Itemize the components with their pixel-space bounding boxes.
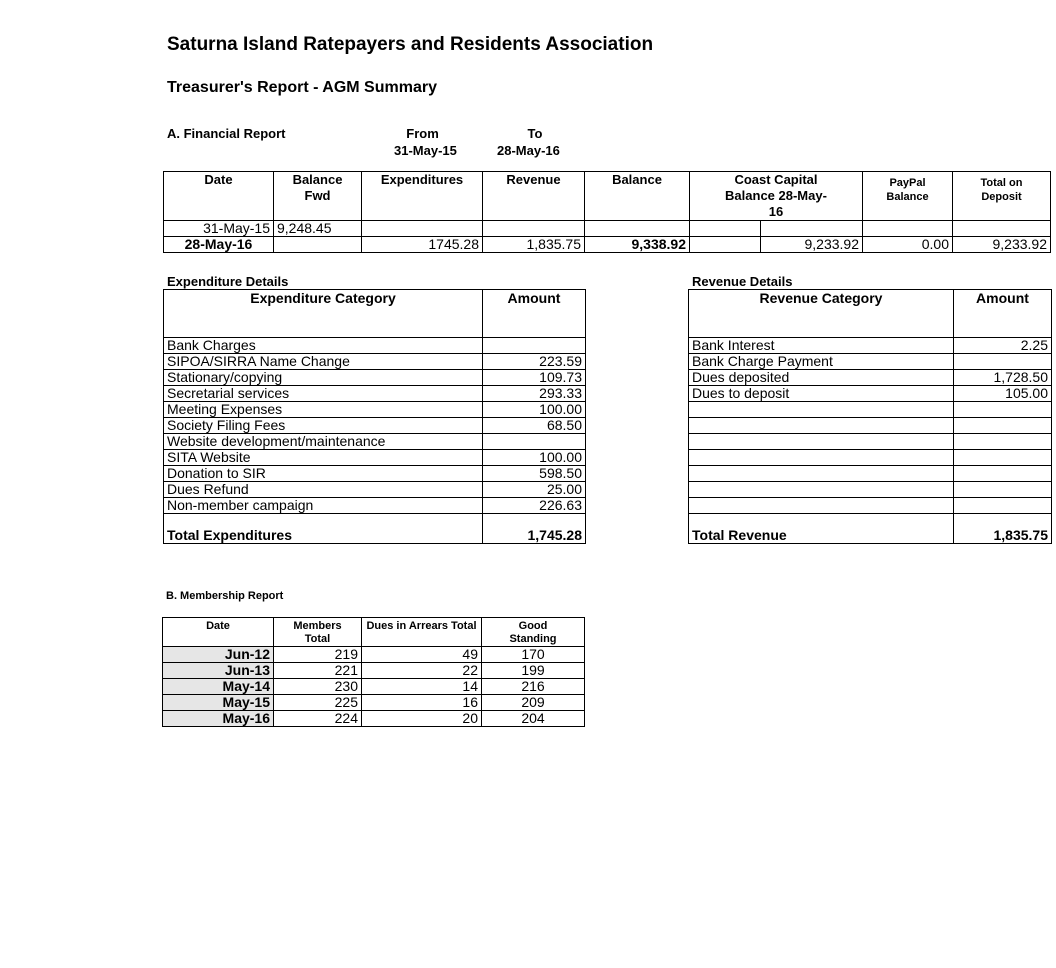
to-label: To xyxy=(527,126,543,141)
cell-date: 28-May-16 xyxy=(164,237,274,253)
table-row xyxy=(164,354,586,370)
col-date: Date xyxy=(164,172,274,221)
expense-amount: 25.00 xyxy=(483,482,586,498)
revenue-category xyxy=(689,402,954,418)
cell-revenue: 1,835.75 xyxy=(483,237,585,253)
expense-category: SIPOA/SIRRA Name Change xyxy=(164,354,483,370)
revenue-amount xyxy=(954,402,1052,418)
good-standing: 199 xyxy=(482,663,585,679)
arrears-total: 22 xyxy=(362,663,482,679)
to-date: 28-May-16 xyxy=(497,143,560,158)
membership-table xyxy=(162,617,585,727)
good-standing: 216 xyxy=(482,679,585,695)
col-expenditure-category: Expenditure Category xyxy=(164,290,483,338)
revenue-amount: 2.25 xyxy=(954,338,1052,354)
table-row xyxy=(689,338,1052,354)
expense-category: Meeting Expenses xyxy=(164,402,483,418)
table-row xyxy=(164,450,586,466)
cell-cc1 xyxy=(690,221,761,237)
cell-expenditures xyxy=(362,221,483,237)
table-row xyxy=(164,237,1051,253)
expense-category: Secretarial services xyxy=(164,386,483,402)
table-row xyxy=(164,418,586,434)
table-row xyxy=(164,434,586,450)
revenue-amount xyxy=(954,498,1052,514)
table-row xyxy=(163,647,585,663)
revenue-category: Dues deposited xyxy=(689,370,954,386)
table-row xyxy=(163,711,585,727)
expense-amount: 223.59 xyxy=(483,354,586,370)
member-date: May-15 xyxy=(163,695,274,711)
table-row xyxy=(164,498,586,514)
table-row xyxy=(163,695,585,711)
revenue-amount: 1,728.50 xyxy=(954,370,1052,386)
col-expenditure-amount: Amount xyxy=(483,290,586,338)
total-row xyxy=(164,514,586,544)
good-standing: 204 xyxy=(482,711,585,727)
total-revenue-label: Total Revenue xyxy=(689,514,954,544)
cell-revenue xyxy=(483,221,585,237)
cell-paypal: 0.00 xyxy=(863,237,953,253)
table-row xyxy=(164,370,586,386)
cell-cc2 xyxy=(761,221,863,237)
expense-amount: 100.00 xyxy=(483,402,586,418)
report-subtitle: Treasurer's Report - AGM Summary xyxy=(167,79,437,96)
revenue-category xyxy=(689,434,954,450)
expense-category: Society Filing Fees xyxy=(164,418,483,434)
table-row xyxy=(689,466,1052,482)
revenue-category: Bank Charge Payment xyxy=(689,354,954,370)
revenue-category xyxy=(689,466,954,482)
table-row xyxy=(689,450,1052,466)
revenue-amount xyxy=(954,418,1052,434)
member-date: Jun-12 xyxy=(163,647,274,663)
revenue-amount xyxy=(954,450,1052,466)
expense-category: SITA Website xyxy=(164,450,483,466)
financial-table xyxy=(163,171,1051,253)
arrears-total: 20 xyxy=(362,711,482,727)
total-revenue-value: 1,835.75 xyxy=(954,514,1052,544)
expenditure-table xyxy=(163,289,586,544)
expense-amount xyxy=(483,338,586,354)
col-member-date: Date xyxy=(163,618,274,647)
cell-date: 31-May-15 xyxy=(164,221,274,237)
total-expenditures-label: Total Expenditures xyxy=(164,514,483,544)
good-standing: 209 xyxy=(482,695,585,711)
revenue-category: Dues to deposit xyxy=(689,386,954,402)
revenue-category xyxy=(689,482,954,498)
cell-total: 9,233.92 xyxy=(953,237,1051,253)
total-expenditures-value: 1,745.28 xyxy=(483,514,586,544)
arrears-total: 16 xyxy=(362,695,482,711)
cell-cc1 xyxy=(690,237,761,253)
revenue-amount xyxy=(954,482,1052,498)
table-row xyxy=(164,338,586,354)
expense-amount: 293.33 xyxy=(483,386,586,402)
expense-amount: 109.73 xyxy=(483,370,586,386)
members-total: 219 xyxy=(274,647,362,663)
member-date: May-14 xyxy=(163,679,274,695)
membership-heading: B. Membership Report xyxy=(166,590,284,602)
table-row xyxy=(164,482,586,498)
cell-balance-fwd: 9,248.45 xyxy=(274,221,362,237)
revenue-amount xyxy=(954,354,1052,370)
expense-category: Dues Refund xyxy=(164,482,483,498)
expense-amount: 68.50 xyxy=(483,418,586,434)
cell-paypal xyxy=(863,221,953,237)
table-row xyxy=(163,663,585,679)
cell-total xyxy=(953,221,1051,237)
revenue-table xyxy=(688,289,1052,544)
expense-category: Website development/maintenance xyxy=(164,434,483,450)
col-total-deposit: Total on Deposit xyxy=(953,172,1051,221)
members-total: 230 xyxy=(274,679,362,695)
table-row xyxy=(164,402,586,418)
total-row xyxy=(689,514,1052,544)
col-revenue-amount: Amount xyxy=(954,290,1052,338)
revenue-category xyxy=(689,418,954,434)
arrears-total: 49 xyxy=(362,647,482,663)
cell-balance-fwd xyxy=(274,237,362,253)
expense-amount xyxy=(483,434,586,450)
table-row xyxy=(689,354,1052,370)
cell-cc2: 9,233.92 xyxy=(761,237,863,253)
cell-expenditures: 1745.28 xyxy=(362,237,483,253)
col-revenue-category: Revenue Category xyxy=(689,290,954,338)
table-row xyxy=(164,466,586,482)
report-title: Saturna Island Ratepayers and Residents Association xyxy=(167,34,654,55)
from-date: 31-May-15 xyxy=(394,143,457,158)
member-date: May-16 xyxy=(163,711,274,727)
from-label: From xyxy=(406,126,439,141)
table-row xyxy=(689,370,1052,386)
table-row xyxy=(163,679,585,695)
table-row xyxy=(689,434,1052,450)
table-row xyxy=(164,221,1051,237)
expense-amount: 226.63 xyxy=(483,498,586,514)
expense-amount: 598.50 xyxy=(483,466,586,482)
expense-category: Stationary/copying xyxy=(164,370,483,386)
expense-amount: 100.00 xyxy=(483,450,586,466)
col-revenue: Revenue xyxy=(483,172,585,221)
expense-category: Bank Charges xyxy=(164,338,483,354)
member-date: Jun-13 xyxy=(163,663,274,679)
expenditure-heading: Expenditure Details xyxy=(167,274,289,289)
col-members-total: Members Total xyxy=(274,618,362,647)
cell-balance: 9,338.92 xyxy=(585,237,690,253)
members-total: 221 xyxy=(274,663,362,679)
revenue-amount xyxy=(954,466,1052,482)
cell-balance xyxy=(585,221,690,237)
revenue-amount: 105.00 xyxy=(954,386,1052,402)
expense-category: Donation to SIR xyxy=(164,466,483,482)
revenue-heading: Revenue Details xyxy=(692,274,793,289)
revenue-category xyxy=(689,450,954,466)
members-total: 225 xyxy=(274,695,362,711)
table-row xyxy=(689,402,1052,418)
col-coast-capital: Coast Capital Balance 28-May-16 xyxy=(690,172,863,221)
col-arrears-total: Dues in Arrears Total xyxy=(362,618,482,647)
table-row xyxy=(164,386,586,402)
financial-heading: A. Financial Report xyxy=(167,126,286,141)
col-paypal: PayPal Balance xyxy=(863,172,953,221)
good-standing: 170 xyxy=(482,647,585,663)
arrears-total: 14 xyxy=(362,679,482,695)
expense-category: Non-member campaign xyxy=(164,498,483,514)
col-balance: Balance xyxy=(585,172,690,221)
col-expenditures: Expenditures xyxy=(362,172,483,221)
table-row xyxy=(689,418,1052,434)
col-balance-fwd: Balance Fwd xyxy=(274,172,362,221)
table-row xyxy=(689,482,1052,498)
table-row xyxy=(689,498,1052,514)
revenue-category: Bank Interest xyxy=(689,338,954,354)
table-row xyxy=(689,386,1052,402)
col-good-standing: Good Standing xyxy=(482,618,585,647)
revenue-amount xyxy=(954,434,1052,450)
revenue-category xyxy=(689,498,954,514)
members-total: 224 xyxy=(274,711,362,727)
